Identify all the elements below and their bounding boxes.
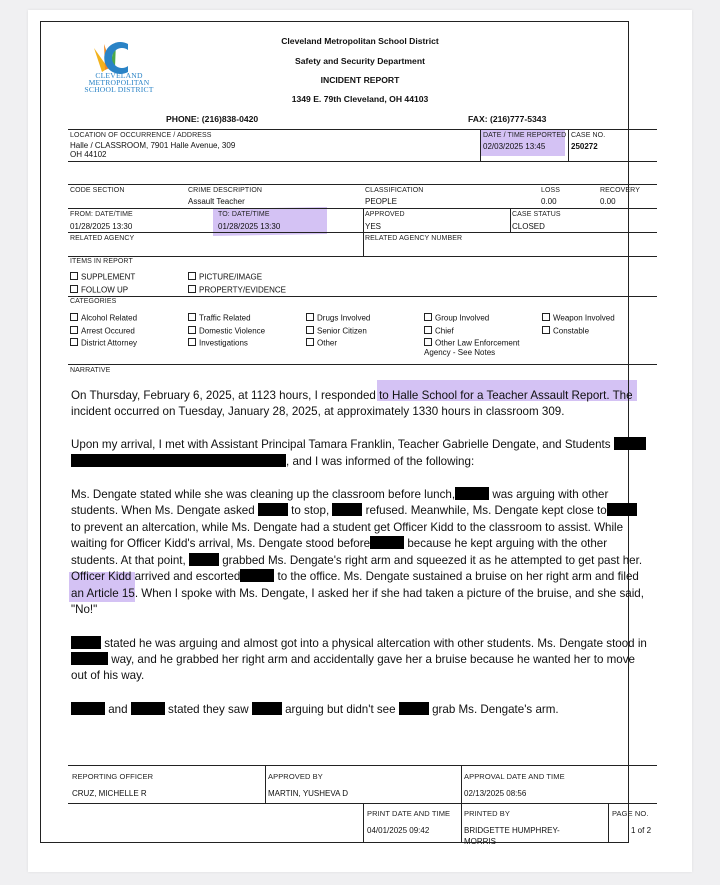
category-group xyxy=(424,313,489,323)
rule xyxy=(608,803,609,843)
category-label: Other Law Enforcement xyxy=(435,338,520,348)
logo-line-2: METROPOLITAN xyxy=(88,78,150,87)
narrative-text: . When I spoke with Ms. Dengate, I asked her if she had taken a picture of the bruise, and she said, xyxy=(134,587,644,600)
checkbox-icon xyxy=(542,313,550,321)
narrative-line xyxy=(71,702,657,719)
rule xyxy=(461,765,462,843)
related-agency-number-label: RELATED AGENCY NUMBER xyxy=(365,235,463,242)
department-name: Safety and Security Department xyxy=(295,56,425,66)
narrative-text: to the office. Ms. Dengate sustained a bruise on her right arm and filed xyxy=(277,570,639,583)
rule xyxy=(363,803,364,843)
category-label: Other xyxy=(317,338,338,348)
case-status-value: CLOSED xyxy=(512,222,545,231)
checkbox-icon xyxy=(306,338,314,346)
approved-by-value: MARTIN, YUSHEVA D xyxy=(268,789,349,798)
narrative-text: students. When Ms. Dengate asked xyxy=(71,504,255,517)
redaction-bar xyxy=(240,569,274,582)
redaction-bar xyxy=(252,702,282,715)
redaction-bar xyxy=(71,652,108,665)
rule xyxy=(68,232,657,233)
from-date-value: 01/28/2025 13:30 xyxy=(70,222,133,231)
narrative-line xyxy=(71,503,657,520)
approved-value: YES xyxy=(365,222,382,231)
recovery-value: 0.00 xyxy=(600,197,616,206)
category-investigations xyxy=(188,338,248,348)
narrative-text: students. At that point, xyxy=(71,554,186,567)
narrative-text: incident occurred on Tuesday, January 28, 2025, at approximately 1330 hours in classroom 309. xyxy=(71,405,565,418)
narrative-line xyxy=(71,652,657,669)
loss-label: LOSS xyxy=(541,187,561,194)
narrative-line xyxy=(71,520,657,537)
narrative-line xyxy=(71,437,657,454)
redaction-bar xyxy=(370,536,404,549)
classification-value: PEOPLE xyxy=(365,197,398,206)
rule xyxy=(265,765,266,803)
narrative-text: Upon my arrival, I met with Assistant Principal Tamara Franklin, Teacher Gabrielle Dengate, and Students xyxy=(71,438,611,451)
narrative-text: waiting for Officer Kidd's arrival, Ms. Dengate stood before xyxy=(71,537,371,550)
classification-label: CLASSIFICATION xyxy=(365,187,424,194)
to-date-label: TO: DATE/TIME xyxy=(218,211,270,218)
location-line-2: OH 44102 xyxy=(70,150,107,159)
checkbox-property-evidence xyxy=(188,285,286,295)
approval-date-label: APPROVAL DATE AND TIME xyxy=(464,772,565,781)
checkbox-label: PROPERTY/EVIDENCE xyxy=(199,285,286,295)
redaction-bar xyxy=(332,503,362,516)
checkbox-icon xyxy=(542,326,550,334)
case-no-label: CASE NO. xyxy=(571,132,606,139)
narrative-line xyxy=(71,454,657,471)
crime-description-value: Assault Teacher xyxy=(188,197,245,206)
checkbox-label: SUPPLEMENT xyxy=(81,272,136,282)
narrative-text: "No!" xyxy=(71,603,98,616)
phone-number: PHONE: (216)838-0420 xyxy=(166,114,259,124)
checkbox-icon xyxy=(70,326,78,334)
district-address: 1349 E. 79th Cleveland, OH 44103 xyxy=(291,94,429,104)
narrative-line xyxy=(71,636,657,653)
narrative-text: On Thursday, February 6, 2025, at 1123 hours, I respo xyxy=(71,389,351,402)
location-line-1: Halle / CLASSROOM, 7901 Halle Avenue, 309 xyxy=(70,141,236,150)
recovery-label: RECOVERY xyxy=(600,187,640,194)
approved-by-label: APPROVED BY xyxy=(268,772,323,781)
checkbox-icon xyxy=(70,338,78,346)
rule xyxy=(68,161,657,162)
category-label: Domestic Violence xyxy=(199,326,266,336)
checkbox-icon xyxy=(424,313,432,321)
redaction-bar xyxy=(189,553,219,566)
category-district-attorney xyxy=(70,338,137,348)
checkbox-icon xyxy=(306,326,314,334)
narrative-text: Ms. Dengate stated while she was cleaning up the classroom before lunch, xyxy=(71,488,456,501)
category-label: Traffic Related xyxy=(199,313,251,323)
category-label: Weapon Involved xyxy=(553,313,615,323)
narrative-text: out of his way. xyxy=(71,669,145,682)
approved-label: APPROVED xyxy=(365,211,405,218)
category-chief xyxy=(424,326,454,336)
loss-value: 0.00 xyxy=(541,197,557,206)
logo-line-1: CLEVELAND xyxy=(95,71,143,80)
category-label: Investigations xyxy=(199,338,248,348)
location-label: LOCATION OF OCCURRENCE / ADDRESS xyxy=(70,132,212,139)
checkbox-icon xyxy=(70,272,78,280)
narrative-text: nded to Halle School for a Teacher Assault Report. The xyxy=(350,389,633,402)
narrative-text: an Article 15 xyxy=(71,587,135,600)
crime-description-label: CRIME DESCRIPTION xyxy=(188,187,263,194)
checkbox-icon xyxy=(70,313,78,321)
category-agency-note: Agency - See Notes xyxy=(424,348,496,357)
rule xyxy=(68,364,657,365)
redaction-bar xyxy=(71,454,286,467)
checkbox-follow-up xyxy=(70,285,128,295)
redaction-bar xyxy=(258,503,288,516)
case-no-value: 250272 xyxy=(571,142,598,151)
narrative-line xyxy=(71,536,657,553)
narrative-line xyxy=(71,602,657,619)
narrative-text: Officer Kidd xyxy=(71,570,132,583)
rule xyxy=(68,184,657,185)
narrative-text: refused. Meanwhile, Ms. Dengate kept close to xyxy=(365,504,607,517)
redaction-bar xyxy=(71,636,101,649)
checkbox-icon xyxy=(188,326,196,334)
checkbox-icon xyxy=(424,338,432,346)
checkbox-icon xyxy=(424,326,432,334)
narrative-line xyxy=(71,569,657,586)
date-reported-value: 02/03/2025 13:45 xyxy=(483,142,546,151)
logo-line-3: SCHOOL DISTRICT xyxy=(84,85,154,94)
category-label: Constable xyxy=(553,326,590,336)
rule xyxy=(480,129,481,161)
category-label: Chief xyxy=(435,326,454,336)
category-label: Drugs Involved xyxy=(317,313,371,323)
narrative-text: because he kept arguing with the other xyxy=(407,537,608,550)
category-alcohol xyxy=(70,313,137,323)
redaction-bar xyxy=(399,702,429,715)
print-date-label: PRINT DATE AND TIME xyxy=(367,809,451,818)
fax-number: FAX: (216)777-5343 xyxy=(468,114,547,124)
page-no-label: PAGE NO. xyxy=(612,809,649,818)
category-drugs xyxy=(306,313,370,323)
narrative-text: way, and he grabbed her right arm and accidentally gave her a bruise because he wanted her to move xyxy=(111,653,635,666)
checkbox-icon xyxy=(306,313,314,321)
date-reported-label: DATE / TIME REPORTED xyxy=(483,132,567,139)
narrative-text: stated he was arguing and almost got into a physical altercation with other students. Ms. Dengate stood in xyxy=(104,637,647,650)
report-header xyxy=(180,36,540,111)
checkbox-label: FOLLOW UP xyxy=(81,285,129,295)
report-title: INCIDENT REPORT xyxy=(320,75,400,85)
reporting-officer-value: CRUZ, MICHELLE R xyxy=(72,789,147,798)
narrative-line xyxy=(71,487,657,504)
narrative-line xyxy=(71,586,657,603)
rule xyxy=(68,256,657,257)
narrative-line xyxy=(71,388,657,405)
checkbox-icon xyxy=(188,272,196,280)
reporting-officer-label: REPORTING OFFICER xyxy=(72,772,154,781)
categories-label: CATEGORIES xyxy=(70,298,117,305)
rule xyxy=(568,129,569,161)
rule xyxy=(510,208,511,232)
district-logo xyxy=(84,38,154,94)
category-constable xyxy=(542,326,589,336)
redaction-bar xyxy=(71,702,105,715)
page-no-value: 1 of 2 xyxy=(631,826,652,835)
redaction-bar xyxy=(455,487,489,500)
redaction-bar xyxy=(131,702,165,715)
narrative-line xyxy=(71,404,657,421)
narrative-text: grabbed Ms. Dengate's right arm and squeezed it as he attempted to get past her. xyxy=(222,554,643,567)
checkbox-supplement xyxy=(70,272,135,282)
rule xyxy=(68,296,657,297)
print-date-value: 04/01/2025 09:42 xyxy=(367,826,430,835)
narrative-text: to stop, xyxy=(291,504,330,517)
narrative-text: grab Ms. Dengate's arm. xyxy=(432,703,559,716)
rule xyxy=(68,765,657,766)
category-other-law-enforcement xyxy=(424,338,519,348)
checkbox-label: PICTURE/IMAGE xyxy=(199,272,263,282)
printed-by-label: PRINTED BY xyxy=(464,809,511,818)
category-weapon xyxy=(542,313,615,323)
checkbox-icon xyxy=(188,285,196,293)
narrative-text: and xyxy=(108,703,128,716)
from-date-label: FROM: DATE/TIME xyxy=(70,211,133,218)
district-name: Cleveland Metropolitan School District xyxy=(281,36,439,46)
printed-by-value: BRIDGETTE HUMPHREY- xyxy=(464,826,560,835)
category-other xyxy=(306,338,337,348)
code-section-label: CODE SECTION xyxy=(70,187,125,194)
checkbox-picture-image xyxy=(188,272,262,282)
narrative-text: , and I was informed of the following: xyxy=(286,455,475,468)
narrative-line xyxy=(71,668,657,685)
category-label: Arrest Occured xyxy=(81,326,135,336)
redaction-bar xyxy=(607,503,637,516)
approval-date-value: 02/13/2025 08:56 xyxy=(464,789,527,798)
redaction-bar xyxy=(614,437,646,450)
category-label: Group Involved xyxy=(435,313,490,323)
narrative-text: arguing but didn't see xyxy=(285,703,396,716)
category-label: Alcohol Related xyxy=(81,313,138,323)
narrative-text: arrived and escorted xyxy=(131,570,241,583)
category-domestic-violence xyxy=(188,326,265,336)
printed-by-value-cont: MORRIS xyxy=(464,837,496,846)
category-arrest xyxy=(70,326,135,336)
category-label: Senior Citizen xyxy=(317,326,367,336)
checkbox-icon xyxy=(70,285,78,293)
narrative-label: NARRATIVE xyxy=(70,367,111,374)
checkbox-icon xyxy=(188,338,196,346)
category-traffic xyxy=(188,313,251,323)
narrative-line xyxy=(71,553,657,570)
category-senior-citizen xyxy=(306,326,367,336)
items-in-report-label: ITEMS IN REPORT xyxy=(70,258,133,265)
narrative-text: stated they saw xyxy=(168,703,249,716)
checkbox-icon xyxy=(188,313,196,321)
narrative-text: was arguing with other xyxy=(492,488,609,501)
to-date-value: 01/28/2025 13:30 xyxy=(218,222,281,231)
category-label: District Attorney xyxy=(81,338,138,348)
narrative-text: to prevent an altercation, while Ms. Dengate had a student get Officer Kidd to the classroom to assist. While xyxy=(71,521,624,534)
related-agency-label: RELATED AGENCY xyxy=(70,235,135,242)
case-status-label: CASE STATUS xyxy=(512,211,561,218)
